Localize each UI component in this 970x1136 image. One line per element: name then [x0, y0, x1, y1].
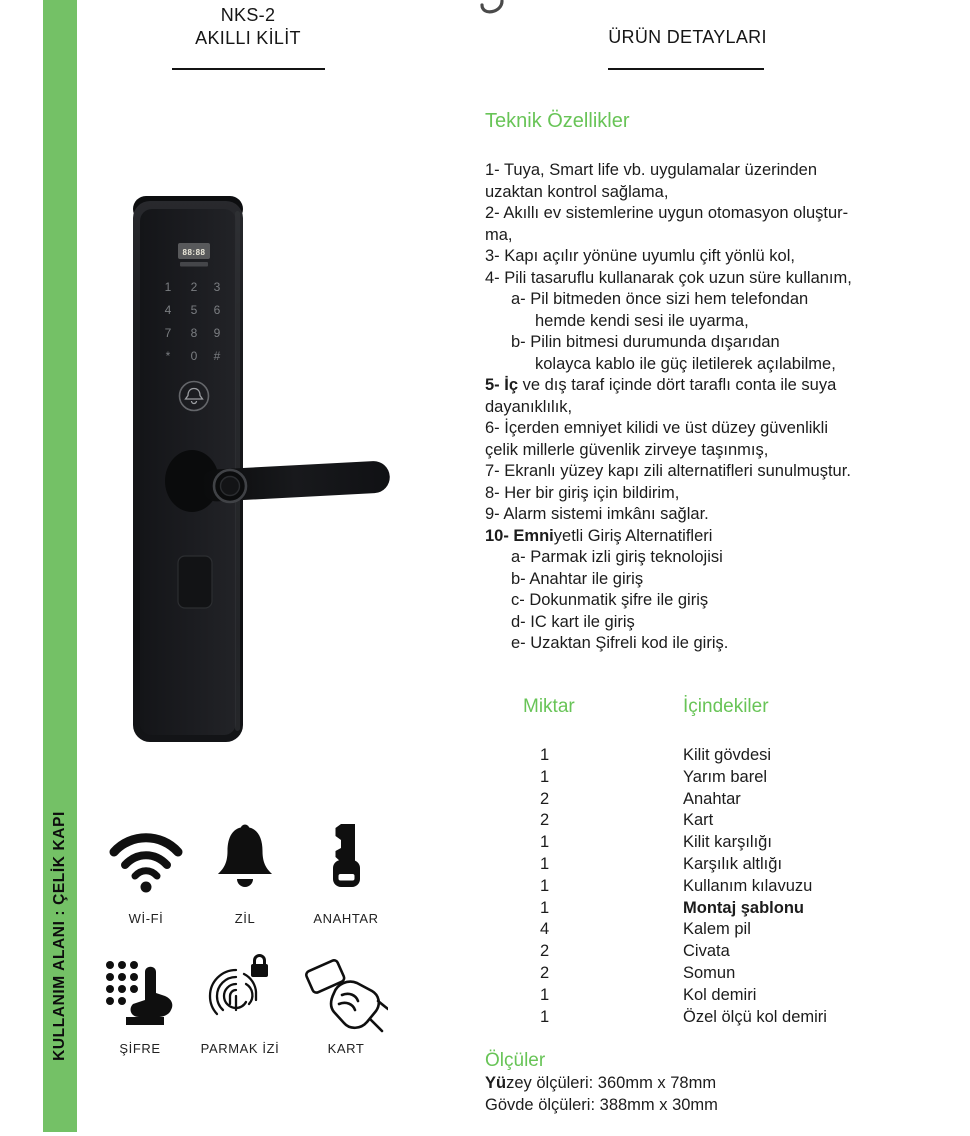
table-row: 2 Civata [540, 942, 730, 961]
key-cover-panel [178, 556, 212, 608]
page-title: ÜRÜN DETAYLARI [608, 27, 767, 47]
table-row: 4 Kalem pil [540, 920, 751, 939]
keypad-key-0: 0 [190, 349, 198, 363]
wifi-feature [91, 815, 201, 899]
feature-subline: d- IC kart ile giriş [511, 612, 635, 631]
feature-line: 7- Ekranlı yüzey kapı zili alternatifleri sunulmuştur. [485, 462, 851, 480]
table-row: 1 Özel ölçü kol demiri [540, 1007, 827, 1026]
card-feature [291, 955, 401, 1039]
keypad-icon [98, 955, 182, 1039]
card-label: KART [327, 1041, 365, 1056]
feature-line: ma, [485, 225, 513, 244]
table-row: 2 Somun [540, 963, 736, 982]
bell-icon [203, 818, 287, 902]
contents-column-header: İçindekiler [683, 696, 769, 717]
keypad-key-1: 1 [164, 280, 172, 294]
tech-specs-heading: Teknik Özellikler [485, 110, 630, 132]
table-row: 2 Anahtar [540, 789, 741, 808]
feature-line: 2- Akıllı ev sistemlerine uygun otomasyon oluştur- [485, 204, 849, 222]
feature-line: uzaktan kontrol sağlama, [485, 182, 669, 201]
feature-subline: kolayca kablo ile güç iletilerek açılabilme, [535, 354, 836, 373]
lock-display-subline [180, 262, 208, 267]
smart-lock-product-image [95, 185, 415, 755]
body-dimensions: Gövde ölçüleri: 388mm x 30mm [485, 1096, 718, 1114]
code-feature [85, 955, 195, 1039]
fingerprint-feature [185, 952, 295, 1036]
keypad-key-9: 9 [213, 326, 221, 340]
key-feature [291, 818, 401, 902]
product-code: NKS-2 [220, 5, 276, 25]
fingerprint-icon [198, 952, 282, 1036]
tech-specs-list [485, 160, 965, 655]
usage-area-label: KULLANIM ALANI : ÇELİK KAPI [51, 811, 68, 1061]
table-row: 1 Yarım barel [540, 767, 768, 786]
feature-line: dayanıklılık, [485, 397, 573, 416]
feature-subline: b- Anahtar ile giriş [511, 569, 644, 588]
code-label: ŞİFRE [119, 1041, 161, 1056]
bell-label: ZİL [234, 911, 256, 926]
feature-subline: a- Parmak izli giriş teknolojisi [511, 548, 723, 566]
usage-area-label-box [43, 788, 77, 1084]
feature-line: 10- Emniyetli Giriş Alternatifleri [485, 526, 713, 545]
table-row: 1 Montaj şablonu [540, 898, 804, 917]
keypad-key-8: 8 [190, 326, 198, 340]
table-row: 1 Kilit gövdesi [540, 746, 772, 764]
fingerprint-reader-inner [221, 477, 240, 496]
smart-lock-illustration [95, 185, 415, 755]
fingerprint-label: PARMAK İZİ [200, 1041, 280, 1056]
left-title-underline [172, 68, 325, 70]
feature-line: 5- İç ve dış taraf içinde dört taraflı conta ile suya [485, 376, 837, 394]
right-title-underline [608, 68, 764, 70]
feature-subline: c- Dokunmatik şifre ile giriş [511, 591, 709, 609]
keypad-key-star: * [165, 349, 171, 363]
dimensions-heading: Ölçüler [485, 1050, 546, 1071]
key-label: ANAHTAR [313, 911, 379, 926]
bell-feature [190, 818, 300, 902]
keypad-key-2: 2 [190, 280, 198, 294]
table-row: 2 Kart [540, 811, 714, 830]
wifi-icon [104, 815, 188, 899]
qty-column-header: Miktar [523, 696, 575, 717]
keypad-key-5: 5 [190, 303, 198, 317]
keypad-key-6: 6 [213, 303, 221, 317]
keypad-key-4: 4 [164, 303, 172, 317]
table-row: 1 Kullanım kılavuzu [540, 876, 813, 895]
wifi-label: Wİ-Fİ [128, 911, 164, 926]
lock-display-digits: 88:88 [182, 248, 206, 257]
feature-line: 6- İçerden emniyet kilidi ve üst düzey güvenlikli [485, 419, 828, 437]
keypad-key-7: 7 [164, 326, 172, 340]
feature-subline: a- Pil bitmeden önce sizi hem telefondan [511, 290, 809, 308]
table-row: 1 Kilit karşılığı [540, 833, 772, 852]
table-row: 1 Karşılık altlığı [540, 854, 783, 873]
keypad-key-3: 3 [213, 280, 221, 294]
feature-line: 4- Pili tasaruflu kullanarak çok uzun süre kullanım, [485, 268, 852, 287]
feature-line: çelik millerle güvenlik zirveye taşınmış, [485, 440, 769, 459]
key-icon [304, 818, 388, 902]
contents-table [485, 745, 965, 1028]
feature-line: 8- Her bir giriş için bildirim, [485, 483, 680, 502]
keypad-key-hash: # [213, 349, 221, 363]
card-icon [304, 955, 388, 1039]
surface-dimensions: Yüzey ölçüleri: 360mm x 78mm [485, 1074, 717, 1092]
feature-subline: hemde kendi sesi ile uyarma, [535, 311, 749, 330]
feature-line: 1- Tuya, Smart life vb. uygulamalar üzerinden [485, 161, 817, 179]
feature-subline: e- Uzaktan Şifreli kod ile giriş. [511, 634, 729, 652]
product-title [138, 4, 358, 50]
feature-line: 9- Alarm sistemi imkânı sağlar. [485, 505, 709, 523]
table-row: 1 Kol demiri [540, 985, 757, 1004]
logo-fragment [478, 0, 504, 18]
feature-line: 3- Kapı açılır yönüne uyumlu çift yönlü kol, [485, 247, 795, 265]
feature-subline: b- Pilin bitmesi durumunda dışarıdan [511, 333, 780, 351]
product-name: AKILLI KİLİT [195, 28, 301, 48]
